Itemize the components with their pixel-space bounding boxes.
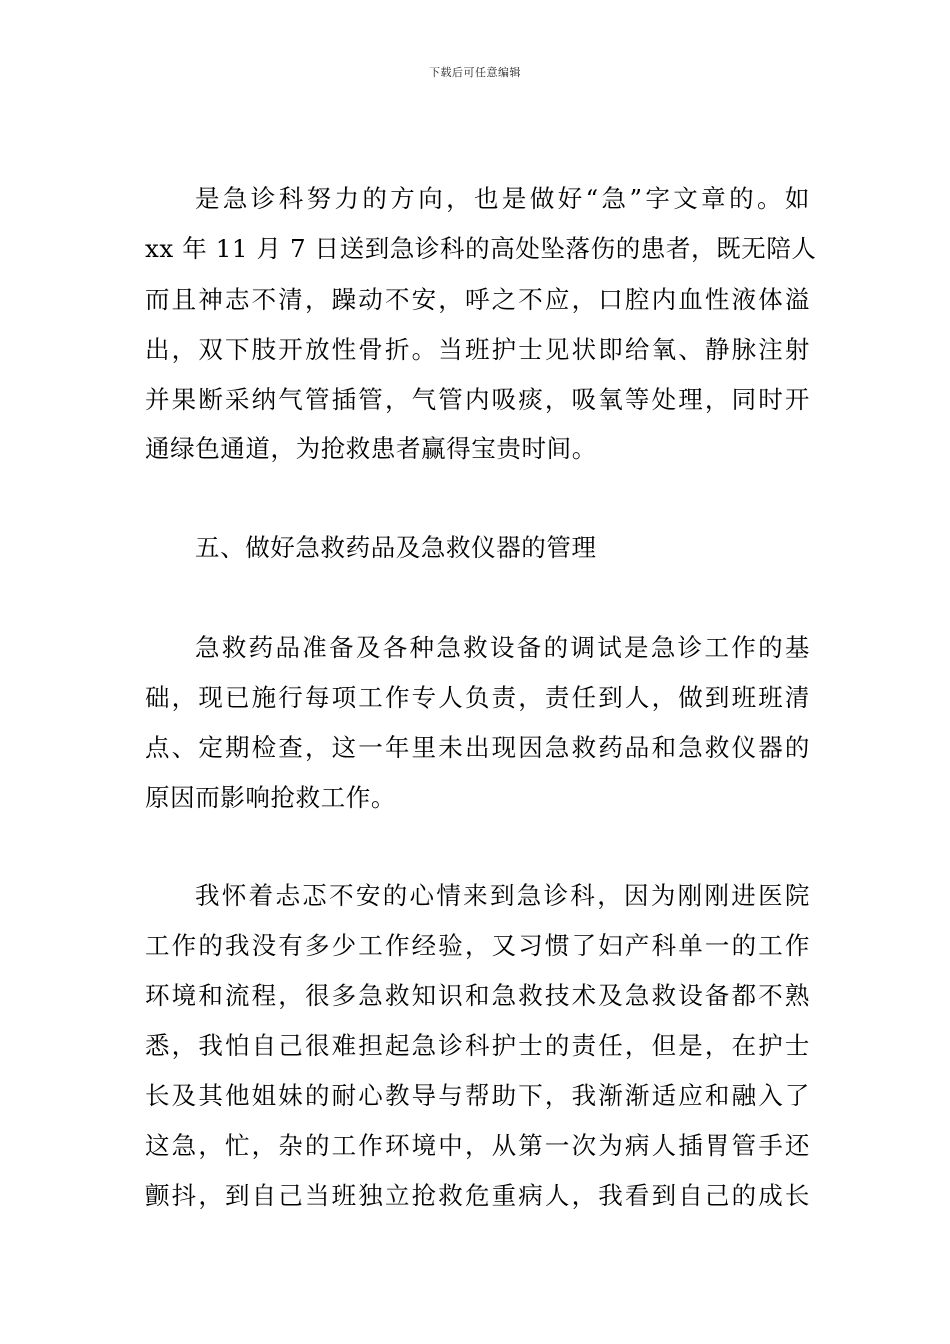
paragraph-3-line-2: 工作的我没有多少工作经验，又习惯了妇产科单一的工作 [145,931,810,960]
paragraph-2-line-2: 础，现已施行每项工作专人负责，责任到人，做到班班清 [145,683,810,712]
paragraph-1-line-3: 而且神志不清，躁动不安，呼之不应，口腔内血性液体溢 [145,285,810,314]
paragraph-1-line-6: 通绿色通道，为抢救患者赢得宝贵时间。 [145,434,597,463]
paragraph-1-line-2: xx 年 11 月 7 日送到急诊科的高处坠落伤的患者，既无陪人 [145,234,817,263]
paragraph-3-line-4: 悉，我怕自己很难担起急诊科护士的责任，但是，在护士 [145,1031,810,1060]
paragraph-3-line-7: 颤抖，到自己当班独立抢救危重病人，我看到自己的成长 [145,1181,810,1210]
paragraph-3-line-5: 长及其他姐妹的耐心教导与帮助下，我渐渐适应和融入了 [145,1081,810,1110]
paragraph-2-line-4: 原因而影响抢救工作。 [145,783,396,812]
paragraph-1-line-1: 是急诊科努力的方向，也是做好“急”字文章的。如 [195,184,810,213]
paragraph-3-line-3: 环境和流程，很多急救知识和急救技术及急救设备都不熟 [145,981,810,1010]
paragraph-1-line-5: 并果断采纳气管插管，气管内吸痰，吸氧等处理，同时开 [145,385,810,414]
paragraph-2-line-3: 点、定期检查，这一年里未出现因急救药品和急救仪器的 [145,733,810,762]
paragraph-3-line-6: 这急，忙，杂的工作环境中，从第一次为病人插胃管手还 [145,1131,810,1160]
section-heading: 五、做好急救药品及急救仪器的管理 [195,533,597,562]
page-header-note: 下载后可任意编辑 [429,66,521,79]
paragraph-2-line-1: 急救药品准备及各种急救设备的调试是急诊工作的基 [195,633,810,662]
paragraph-3-line-1: 我怀着忐忑不安的心情来到急诊科，因为刚刚进医院 [195,881,810,910]
paragraph-1-line-4: 出，双下肢开放性骨折。当班护士见状即给氧、静脉注射 [145,335,810,364]
